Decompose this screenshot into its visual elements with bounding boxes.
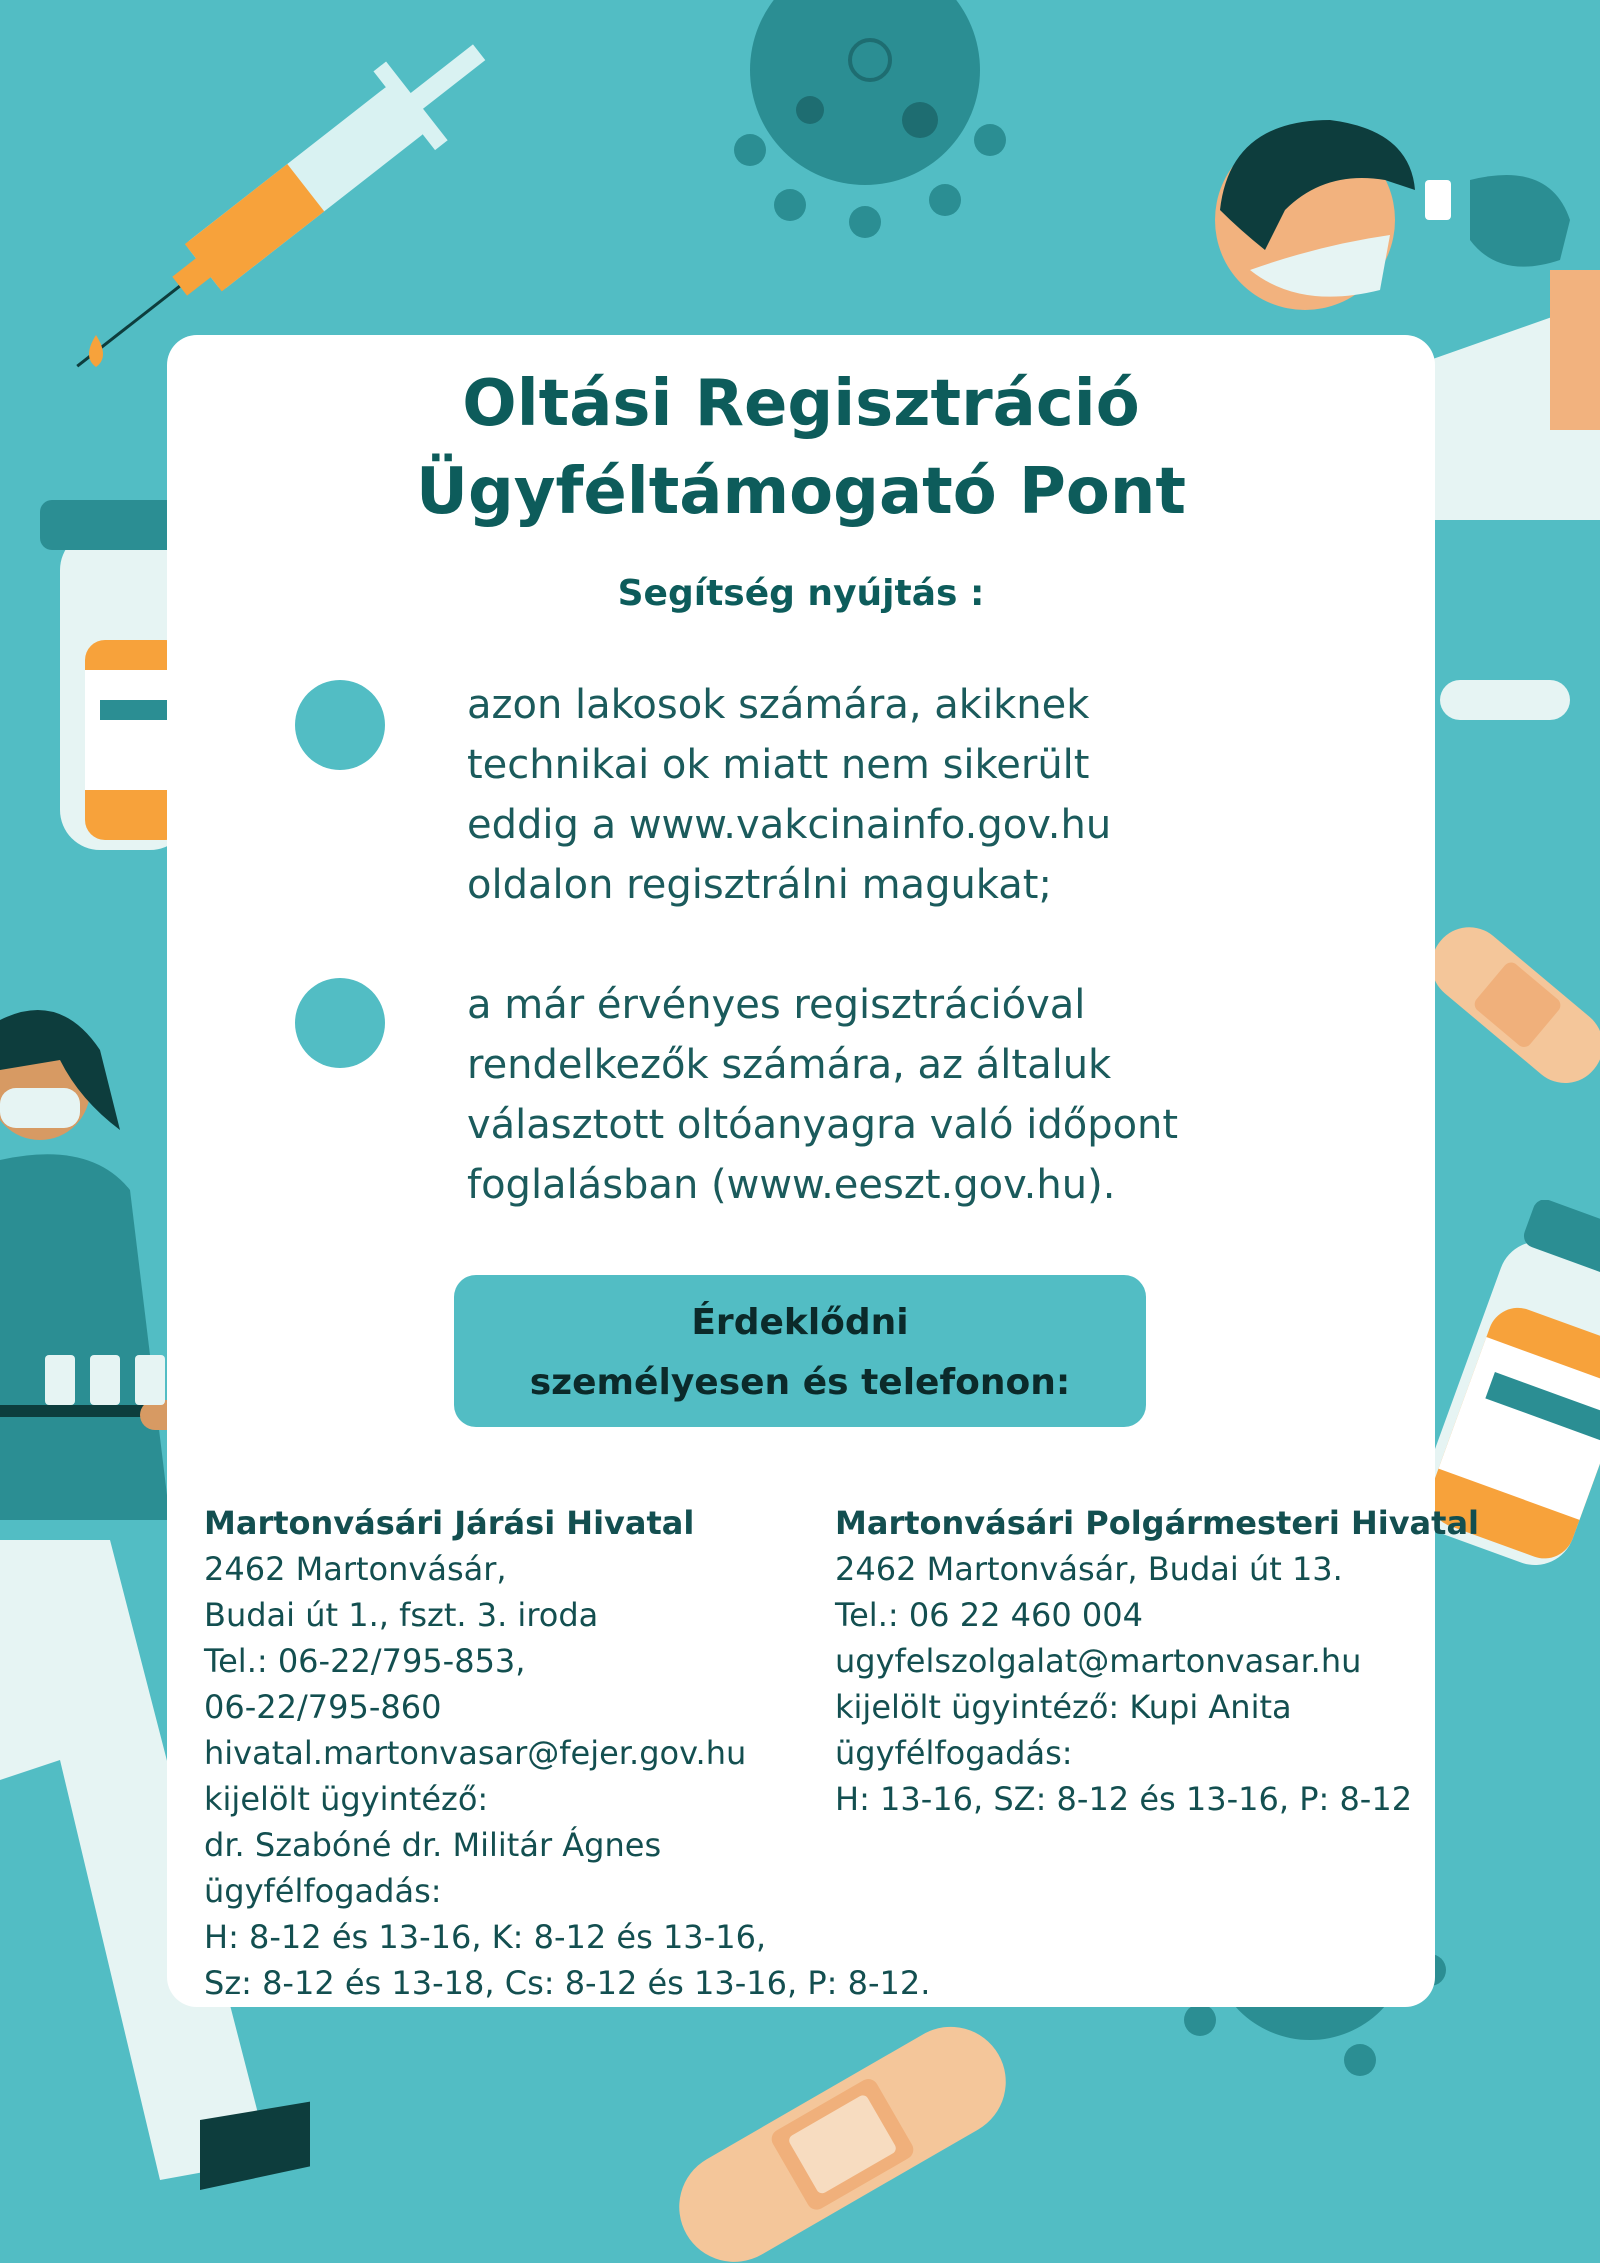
medicine-bottle-illustration <box>40 500 170 880</box>
info-card <box>167 335 1479 2007</box>
title-line-2: Ügyféltámogató Pont <box>416 455 1186 529</box>
office-polgarmesteri-hivatal: Martonvásári Polgármesteri Hivatal 2462 Martonvásár, Budai út 13. Tel.: 06 22 460 004 ugyfelszolgalat@martonvasar.hu kijelölt ügyintéző: Kupi Anita ügyfélfogadás: H: 13-16, SZ: 8-12 és 13-16, P: 8-12 <box>835 1500 1479 1822</box>
bullet-text-1: azon lakosok számára, akiknek technikai ok miatt nem sikerült eddig a www.vakcinainfo.gov.hu oldalon regisztrálni magukat; <box>467 682 1112 908</box>
subtitle: Segítség nyújtás : <box>617 573 985 614</box>
page-title <box>167 360 1435 536</box>
office-email[interactable]: ugyfelszolgalat@martonvasar.hu <box>835 1642 1362 1680</box>
office-jarasi-hivatal: Martonvásári Járási Hivatal 2462 Martonvásár, Budai út 1., fszt. 3. iroda Tel.: 06-22/795-853, 06-22/795-860 hivatal.martonvasar@fejer.gov.hu kijelölt ügyintéző: dr. Szabóné dr. Militár Ágnes ügyfélfogadás: H: 8-12 és 13-16, K: 8-12 és 13-16, Sz: 8-12 és 13-18, Cs: 8-12 és 13-16, P: 8-12. <box>204 1500 930 2006</box>
office-name: Martonvásári Polgármesteri Hivatal <box>835 1504 1479 1542</box>
bullet-text-2: a már érvényes regisztrációval rendelkezők számára, az általuk választott oltóanyagra való időpont foglalásban (www.eeszt.gov.hu). <box>467 982 1179 1208</box>
bullet-icon <box>295 680 385 770</box>
virus-illustration <box>700 0 1020 240</box>
bullet-icon <box>295 978 385 1068</box>
bandage-illustration <box>1430 910 1600 1090</box>
title-line-1: Oltási Regisztráció <box>462 367 1140 441</box>
contact-banner: Érdeklődni személyesen és telefonon: <box>454 1275 1146 1427</box>
office-name: Martonvásári Járási Hivatal <box>204 1504 695 1542</box>
bandage-illustration-bottom <box>660 2000 1020 2263</box>
office-email[interactable]: hivatal.martonvasar@fejer.gov.hu <box>204 1734 747 1772</box>
